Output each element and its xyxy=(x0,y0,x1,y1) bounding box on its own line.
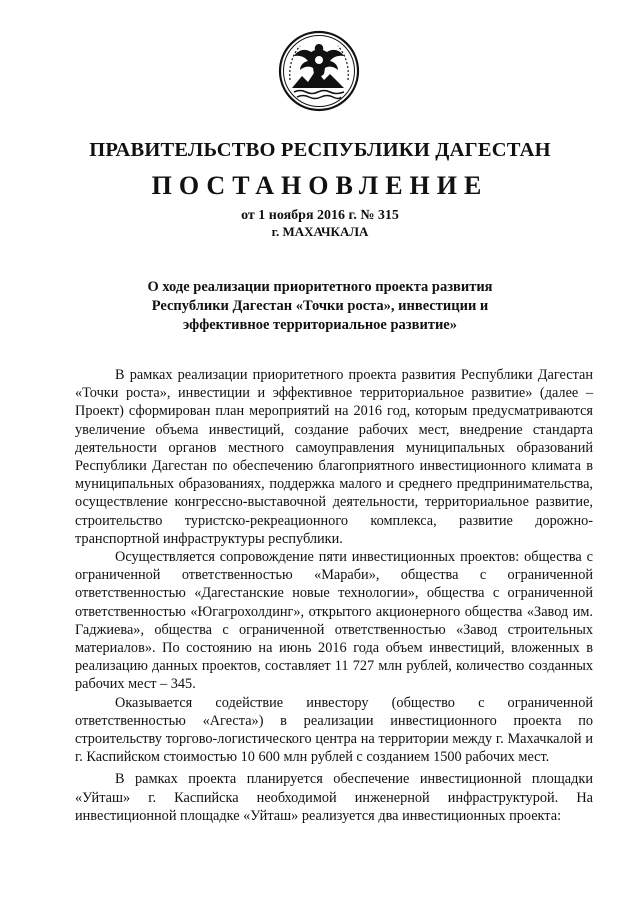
body-paragraph: В рамках проекта планируется обеспечение инвестиционной площадки «Уйташ» г. Каспийска необходимой инженерной инфраструктурой. На инвестиционной площадке «Уйташ» реализуется два инвестиционных проекта: xyxy=(75,771,593,824)
government-title: ПРАВИТЕЛЬСТВО РЕСПУБЛИКИ ДАГЕСТАН xyxy=(89,139,551,161)
date-and-number: от 1 ноября 2016 г. № 315 xyxy=(241,208,399,223)
city-name: г. МАХАЧКАЛА xyxy=(271,224,369,239)
coat-of-arms-emblem xyxy=(278,30,360,112)
body-paragraph: Оказывается содействие инвестору (общество с ограниченной ответственностью «Агеста») в реализации инвестиционного проекта по строительству торгово-логистического центра на территории между г. Махачкалой и г. Каспийском стоимостью 10 600 млн рублей с созданием 1500 рабочих мест. xyxy=(75,694,593,766)
decree-body xyxy=(75,366,593,825)
decree-subject: О ходе реализации приоритетного проекта развития Республики Дагестан «Точки роста», инвестиции и эффективное территориальное развитие» xyxy=(147,279,493,333)
document-type-heading: ПОСТАНОВЛЕНИЕ xyxy=(151,171,489,200)
body-paragraph: Осуществляется сопровождение пяти инвестиционных проектов: общества с ограниченной ответственностью «Мараби», общества с ограниченной ответственностью «Дагестанские новые технологии», общества с ограниченной ответственностью «Югагрохолдинг», открытого акционерного общества «Завод им. Гаджиева», общества с ограниченной ответственностью «Завод строительных материалов». По состоянию на июнь 2016 года объем инвестиций, вложенных в реализацию данных проектов, составляет 11 727 млн рублей, количество созданных рабочих мест – 345. xyxy=(75,549,593,693)
body-paragraph: В рамках реализации приоритетного проекта развития Республики Дагестан «Точки роста», инвестиции и эффективное территориальное развитие» (далее – Проект) сформирован план мероприятий на 2016 год, которым предусматриваются увеличение объема инвестиций, создание рабочих мест, внедрение стандарта деятельности органов местного самоуправления муниципальных образований Республики Дагестан по обеспечению благоприятного инвестиционного климата в муниципальных образованиях, поддержка малого и среднего предпринимательства, осуществление конгрессно-выставочной деятельности, территориальное развитие, строительство туристско-рекреационного комплекса, развитие дорожно-транспортной инфраструктуры республики. xyxy=(75,367,593,547)
